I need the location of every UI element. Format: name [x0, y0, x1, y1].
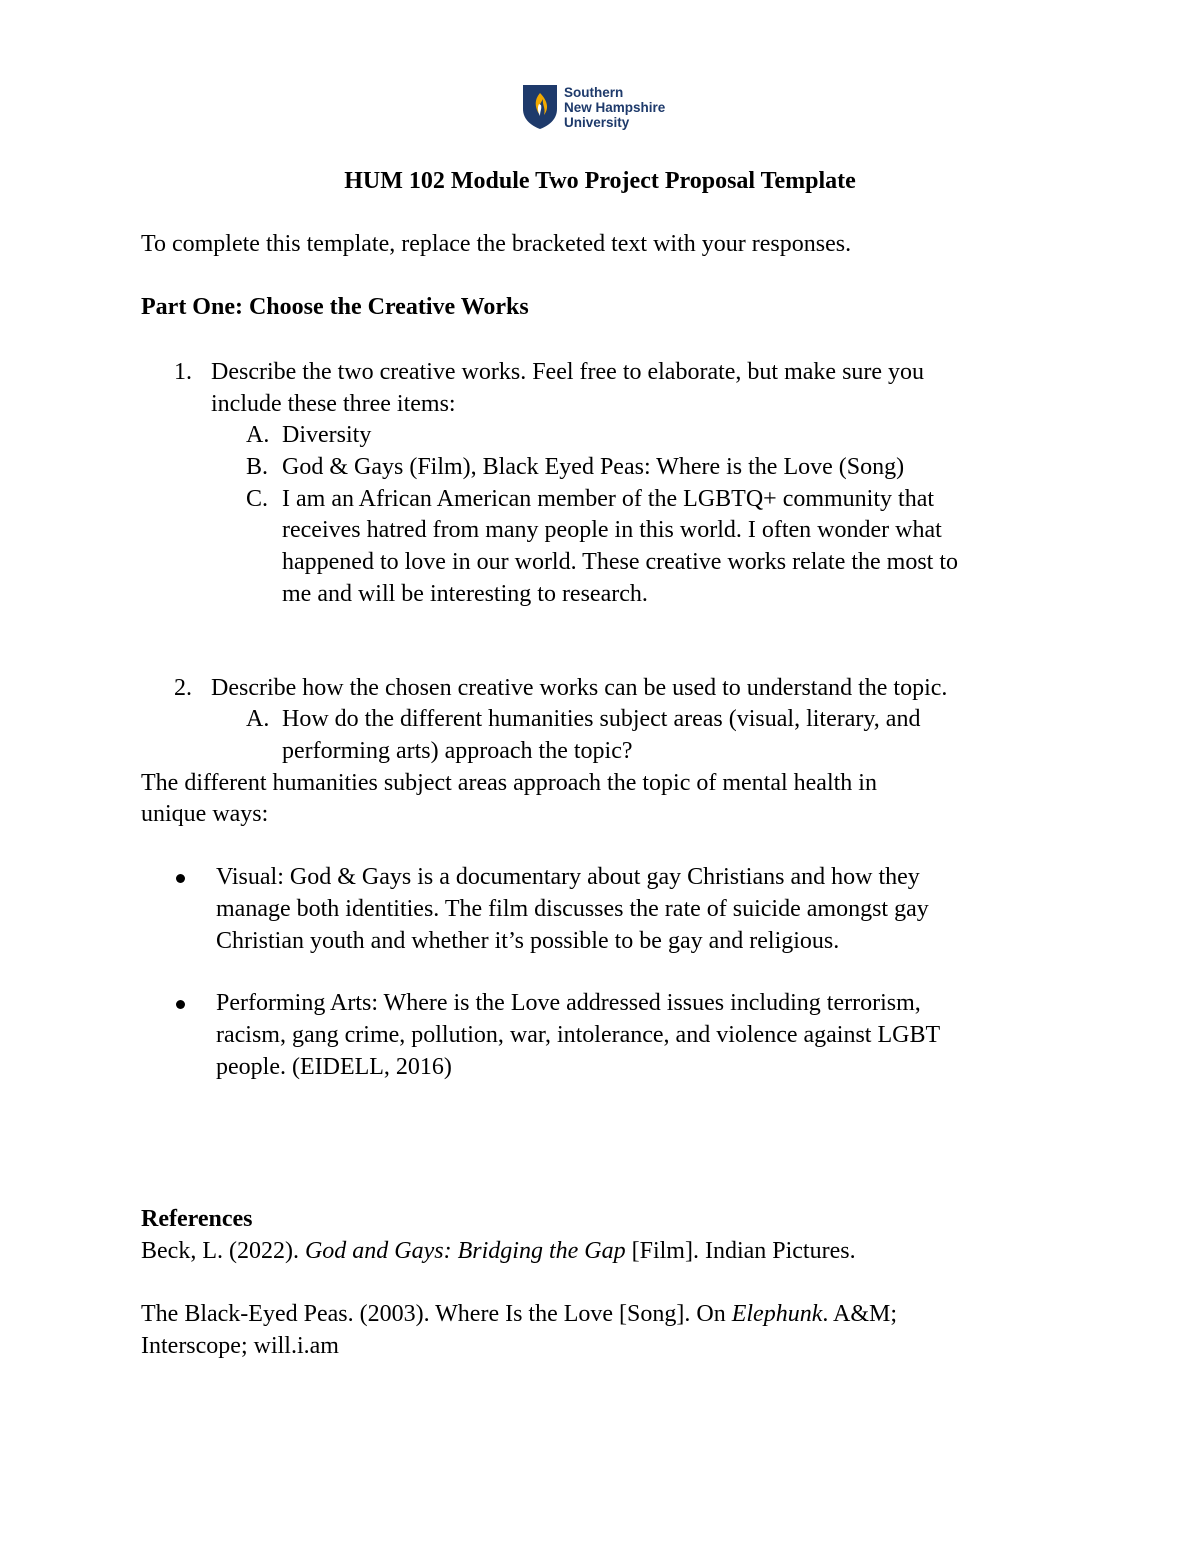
reference-beck-author: Beck, L. (2022). [141, 1238, 305, 1264]
q2-number: 2. [174, 675, 192, 701]
answer-intro-line-1: The different humanities subject areas approach the topic of mental health in [141, 770, 877, 796]
bullet-visual-line-1: Visual: God & Gays is a documentary about gay Christians and how they [216, 864, 920, 890]
q1-item-c-line-3: happened to love in our world. These creative works relate the most to [282, 549, 959, 575]
q2-item-a-letter: A. [246, 706, 270, 732]
logo-line-3: University [564, 115, 630, 130]
q2-line: Describe how the chosen creative works can be used to understand the topic. [211, 675, 948, 701]
q1-item-b-letter: B. [246, 454, 269, 480]
bullet-visual-line-2: manage both identities. The film discusses the rate of suicide amongst gay [216, 896, 929, 922]
q1-item-a-text: Diversity [282, 422, 372, 448]
reference-beck-title: God and Gays: Bridging the Gap [304, 1238, 626, 1264]
bullet-performing-line-2: racism, gang crime, pollution, war, intolerance, and violence against LGBT [216, 1022, 941, 1048]
q1-number: 1. [174, 359, 192, 385]
q1-item-b-text: God & Gays (Film), Black Eyed Peas: Where is the Love (Song) [282, 454, 905, 480]
logo-line-2: New Hampshire [564, 100, 666, 115]
references-heading: References [141, 1206, 253, 1232]
bullet-performing-line-1: Performing Arts: Where is the Love addressed issues including terrorism, [216, 990, 921, 1016]
reference-bep-album: Elephunk [731, 1301, 823, 1327]
reference-beck [141, 1236, 856, 1268]
q1-item-c-letter: C. [246, 486, 269, 512]
reference-black-eyed-peas [141, 1299, 897, 1331]
bullet-dot-icon [176, 874, 185, 883]
instructions: To complete this template, replace the bracketed text with your responses. [141, 231, 852, 257]
document-title: HUM 102 Module Two Project Proposal Template [344, 168, 856, 194]
logo-line-1: Southern [564, 85, 624, 100]
q1-item-c-line-4: me and will be interesting to research. [282, 581, 648, 607]
snhu-logo [522, 84, 665, 130]
snhu-shield-icon [522, 84, 558, 130]
bullet-visual-line-3: Christian youth and whether it’s possible to be gay and religious. [216, 928, 840, 954]
q2-item-a-line-2: performing arts) approach the topic? [282, 738, 633, 764]
bullet-performing-line-3: people. (EIDELL, 2016) [216, 1054, 452, 1080]
reference-bep-line-2: Interscope; will.i.am [141, 1333, 339, 1359]
q1-item-c-line-2: receives hatred from many people in this world. I often wonder what [282, 517, 942, 543]
answer-intro-line-2: unique ways: [141, 801, 269, 827]
q1-line-1: Describe the two creative works. Feel free to elaborate, but make sure you [211, 359, 925, 385]
q2-item-a-line-1: How do the different humanities subject areas (visual, literary, and [282, 706, 921, 732]
q1-item-c-line-1: I am an African American member of the LGBTQ+ community that [282, 486, 935, 512]
reference-bep-author: The Black-Eyed Peas. (2003). Where Is the Love [Song]. On [141, 1301, 732, 1327]
q1-item-a-letter: A. [246, 422, 270, 448]
reference-beck-publisher: [Film]. Indian Pictures. [625, 1238, 856, 1264]
reference-bep-label: . A&M; [822, 1301, 898, 1327]
part-one-heading: Part One: Choose the Creative Works [141, 294, 529, 320]
q1-line-2: include these three items: [211, 391, 456, 417]
bullet-dot-icon [176, 1000, 185, 1009]
